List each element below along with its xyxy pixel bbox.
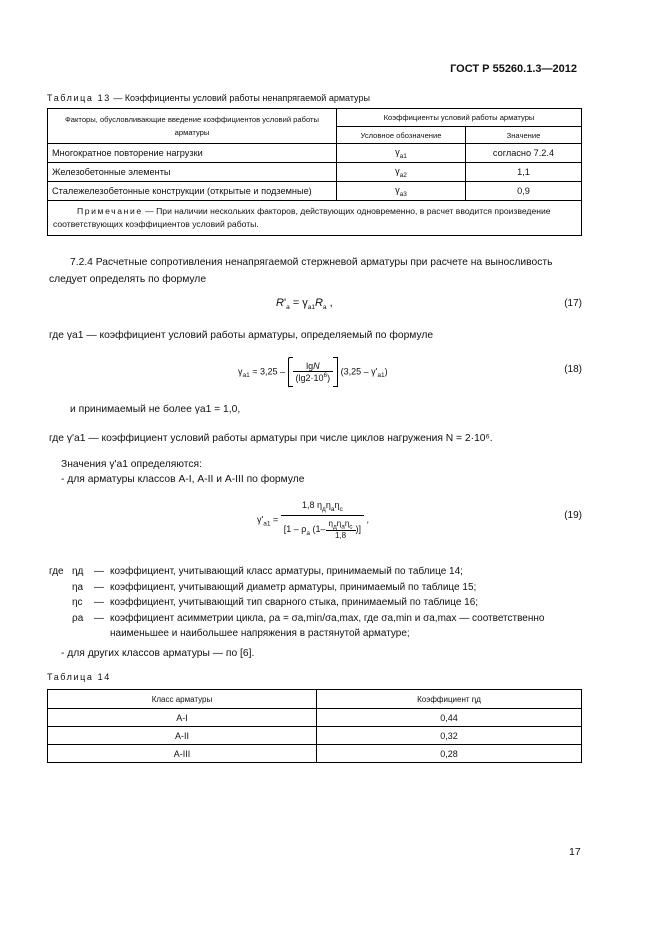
symbol-cell: $\gamma_{a3}$ xyxy=(337,182,466,201)
formula-18: $\gamma_{a1} = 3,25$ – $\frac{\lg N}{(\lg 2\cdot 10^6)}$ $(3,25 - \gamma'_{a1})$ xyxy=(238,357,388,387)
factor-cell: Многократное повторение нагрузки xyxy=(48,144,337,163)
eq19-number: (19) xyxy=(564,510,582,521)
table13-title: — Коэффициенты условий работы ненапрягаемой арматуры xyxy=(110,93,370,103)
value-cell: согласно 7.2.4 xyxy=(466,144,582,163)
symbol-cell: $\gamma_{a1}$ xyxy=(337,144,466,163)
formula-19: $\gamma'_{a1}$ = 1,8 $\eta_д\eta_a\eta_c$ [$1 - \rho_a$ (1– $\frac{\eta_д\eta_a\eta_c}{1,8}$ )] , xyxy=(257,500,370,541)
page-number: 17 xyxy=(569,846,581,858)
table-row xyxy=(48,163,582,182)
table13-note xyxy=(48,201,582,236)
symbol-cell: $\gamma_{a2}$ xyxy=(337,163,466,182)
list-item: где ηд — коэффициент, учитывающий класс арматуры, принимаемый по таблице 14; xyxy=(49,566,463,577)
where-gamma-prime: где γ'a1 — коэффициент условий работы арматуры при числе циклов нагружения N = 2·10⁶. xyxy=(49,433,493,444)
list-item: ρa — коэффициент асимметрии цикла, ρa = σa,min/σa,max, где σa,min и σa,max — соответственно наименьшее и наибольшее напряжения в растянутой арматуре; xyxy=(72,612,545,639)
values-intro: Значения γ'a1 определяются: xyxy=(61,459,202,470)
limit-text: и принимаемый не более γa1 = 1,0, xyxy=(70,404,241,415)
table14-col-class: Класс арматуры xyxy=(48,690,317,709)
value-cell: 0,9 xyxy=(466,182,582,201)
table14 xyxy=(47,689,582,763)
note-label: Примечание xyxy=(77,206,143,216)
factor-cell: Сталежелезобетонные конструкции (открытые и подземные) xyxy=(48,182,337,201)
coef-cell: 0,32 xyxy=(317,727,582,745)
class-cell: А-III xyxy=(48,745,317,763)
eq18-number: (18) xyxy=(564,364,582,375)
class-cell: А-I xyxy=(48,709,317,727)
coef-cell: 0,28 xyxy=(317,745,582,763)
document-code: ГОСТ Р 55260.1.3—2012 xyxy=(450,63,577,75)
table-row xyxy=(48,144,582,163)
coef-cell: 0,44 xyxy=(317,709,582,727)
table13-caption xyxy=(47,93,370,103)
paragraph-7-2-4: 7.2.4 Расчетные сопротивления ненапрягаемой стержневой арматуры при расчете на выносливость следует определять по формуле xyxy=(49,257,553,285)
table13-col-factors: Факторы, обусловливающие введение коэффициентов условий работы арматуры xyxy=(48,109,337,144)
table14-col-coef: Коэффициент ηд xyxy=(317,690,582,709)
table14-caption: Таблица 14 xyxy=(47,672,111,682)
note-text: — При наличии нескольких факторов, действующих одновременно, в расчет вводится произведение соответствующих коэффициентов условий работы. xyxy=(53,206,551,229)
classes-intro: - для арматуры классов А-I, А-II и А-III по формуле xyxy=(61,474,305,485)
other-classes: - для других классов арматуры — по [6]. xyxy=(61,648,255,659)
class-cell: А-II xyxy=(48,727,317,745)
eq17-number: (17) xyxy=(564,298,582,309)
list-item: ηa — коэффициент, учитывающий диаметр арматуры, принимаемый по таблице 15; xyxy=(72,581,477,593)
table13-label: Таблица 13 xyxy=(47,93,111,103)
table13-col-symbol: Условное обозначение xyxy=(337,127,466,144)
table-row xyxy=(48,727,582,745)
table13-col-value: Значение xyxy=(466,127,582,144)
list-item: ηc — коэффициент, учитывающий тип сварного стыка, принимаемый по таблице 16; xyxy=(72,597,479,608)
table-row xyxy=(48,182,582,201)
table13-col-group: Коэффициенты условий работы арматуры xyxy=(337,109,582,127)
table13 xyxy=(47,108,582,236)
formula-17: $R'_a = \gamma_{a1}R_a$ , xyxy=(276,297,333,312)
value-cell: 1,1 xyxy=(466,163,582,182)
where-gamma-a1: где γa1 — коэффициент условий работы арматуры, определяемый по формуле xyxy=(49,330,434,341)
factor-cell: Железобетонные элементы xyxy=(48,163,337,182)
table-row xyxy=(48,745,582,763)
table-row xyxy=(48,709,582,727)
definitions-list xyxy=(49,564,582,642)
